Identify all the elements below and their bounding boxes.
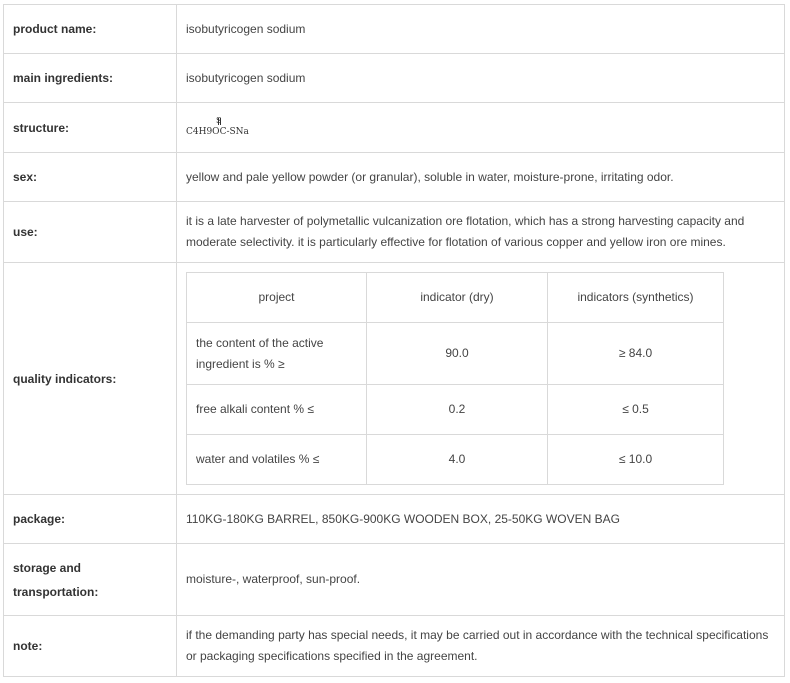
synthetics-cell: ≤ 10.0 (548, 435, 724, 485)
use-label: use: (4, 202, 177, 263)
row-product-name (4, 5, 785, 54)
note-value: if the demanding party has special needs, it may be carried out in accordance with the technical specifications or packaging specifications specified in the agreement. (177, 616, 785, 677)
package-label: package: (4, 495, 177, 544)
dry-cell: 90.0 (367, 323, 548, 385)
quality-indicators-cell (177, 263, 785, 495)
dry-cell: 0.2 (367, 385, 548, 435)
quality-header-row (187, 273, 724, 323)
table-row (187, 323, 724, 385)
quality-indicators-label: quality indicators: (4, 263, 177, 495)
storage-label (4, 544, 177, 616)
sex-label: sex: (4, 153, 177, 202)
row-package (4, 495, 785, 544)
main-ingredients-value: isobutyricogen sodium (177, 54, 785, 103)
structure-label: structure: (4, 103, 177, 153)
structure-value (177, 103, 785, 153)
storage-label-line1: storage and (13, 560, 82, 575)
dry-cell: 4.0 (367, 435, 548, 485)
formula-sulfur: S (216, 116, 222, 125)
row-storage (4, 544, 785, 616)
note-label: note: (4, 616, 177, 677)
formula-double-bond (218, 118, 221, 125)
header-indicator-dry: indicator (dry) (367, 273, 548, 323)
product-name-value: isobutyricogen sodium (177, 5, 785, 54)
table-row (187, 435, 724, 485)
header-indicators-synthetics: indicators (synthetics) (548, 273, 724, 323)
product-spec-table (3, 4, 785, 677)
table-row (187, 385, 724, 435)
project-cell: water and volatiles % ≤ (187, 435, 367, 485)
project-cell: the content of the active ingredient is % ≥ (187, 323, 367, 385)
product-name-label: product name: (4, 5, 177, 54)
header-project: project (187, 273, 367, 323)
formula-text: C4H9OC-SNa (186, 127, 249, 137)
row-use (4, 202, 785, 263)
row-structure (4, 103, 785, 153)
synthetics-cell: ≤ 0.5 (548, 385, 724, 435)
row-main-ingredients (4, 54, 785, 103)
row-note (4, 616, 785, 677)
synthetics-cell: ≥ 84.0 (548, 323, 724, 385)
sex-value: yellow and pale yellow powder (or granular), soluble in water, moisture-prone, irritating odor. (177, 153, 785, 202)
quality-indicators-table (186, 272, 724, 485)
project-cell: free alkali content % ≤ (187, 385, 367, 435)
structure-formula (186, 116, 249, 138)
main-ingredients-label: main ingredients: (4, 54, 177, 103)
row-quality-indicators (4, 263, 785, 495)
use-value: it is a late harvester of polymetallic vulcanization ore flotation, which has a strong harvesting capacity and moderate selectivity. it is particularly effective for flotation of various copper and yellow iron ore mines. (177, 202, 785, 263)
package-value: 110KG-180KG BARREL, 850KG-900KG WOODEN BOX, 25-50KG WOVEN BAG (177, 495, 785, 544)
row-sex (4, 153, 785, 202)
storage-value: moisture-, waterproof, sun-proof. (177, 544, 785, 616)
storage-label-line2: transportation: (13, 584, 99, 599)
